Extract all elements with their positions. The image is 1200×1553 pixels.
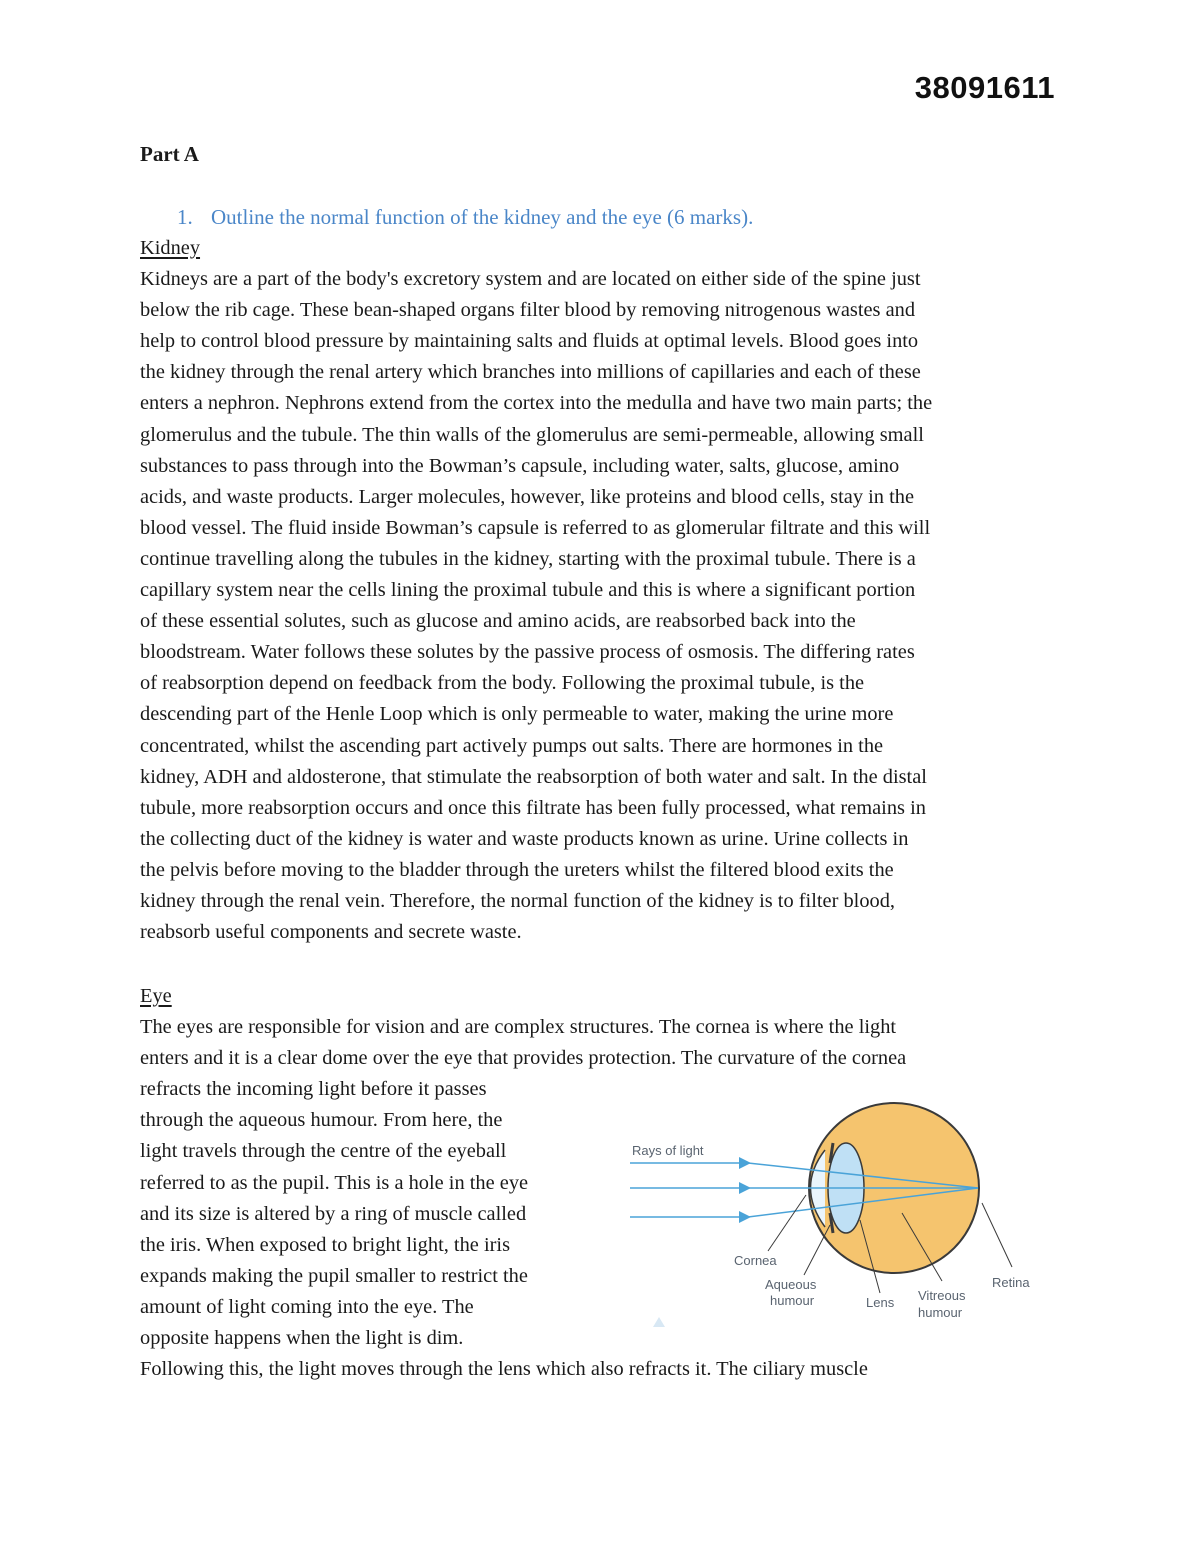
kidney-line: kidney, ADH and aldosterone, that stimulate the reabsorption of both water and salt. In the distal <box>140 765 927 788</box>
question-1 <box>177 205 753 230</box>
lens-label: Lens <box>866 1295 895 1310</box>
retina-leader <box>982 1203 1012 1267</box>
kidney-line: blood vessel. The fluid inside Bowman’s capsule is referred to as glomerular filtrate and this will <box>140 516 931 539</box>
eye-heading: Eye <box>140 985 172 1007</box>
eye-line: referred to as the pupil. This is a hole in the eye <box>140 1171 529 1194</box>
eye-line: the iris. When exposed to bright light, the iris <box>140 1233 510 1256</box>
kidney-line: concentrated, whilst the ascending part actively pumps out salts. There are hormones in the <box>140 734 884 757</box>
question-text: Outline the normal function of the kidney and the eye (6 marks). <box>211 205 754 229</box>
aqueous-label: humour <box>770 1293 815 1308</box>
eye-line: through the aqueous humour. From here, the <box>140 1109 503 1132</box>
kidney-line: the pelvis before moving to the bladder through the ureters whilst the filtered blood exits the <box>140 858 894 881</box>
eye-line: The eyes are responsible for vision and are complex structures. The cornea is where the light <box>140 1016 897 1039</box>
eye-diagram <box>620 1095 1040 1335</box>
kidney-line: enters a nephron. Nephrons extend from the cortex into the medulla and have two main parts; the <box>140 392 933 415</box>
kidney-line: tubule, more reabsorption occurs and once this filtrate has been fully processed, what remains in <box>140 796 926 819</box>
kidney-line: of reabsorption depend on feedback from the body. Following the proximal tubule, is the <box>140 672 865 695</box>
kidney-line: kidney through the renal vein. Therefore, the normal function of the kidney is to filter blood, <box>140 889 896 912</box>
triangle-icon <box>653 1317 665 1327</box>
kidney-line: bloodstream. Water follows these solutes by the passive process of osmosis. The differing rates <box>140 641 915 664</box>
kidney-section <box>140 233 1065 948</box>
kidney-heading: Kidney <box>140 237 201 259</box>
eye-line: and its size is altered by a ring of muscle called <box>140 1202 527 1225</box>
kidney-line: acids, and waste products. Larger molecules, however, like proteins and blood cells, stay in the <box>140 485 914 508</box>
kidney-line: substances to pass through into the Bowman’s capsule, including water, salts, glucose, amino <box>140 454 900 477</box>
kidney-line: of these essential solutes, such as glucose and amino acids, are reabsorbed back into the <box>140 610 856 633</box>
kidney-line: the kidney through the renal artery which branches into millions of capillaries and each of these <box>140 361 921 384</box>
question-number: 1. <box>177 205 193 229</box>
aqueous-label: Aqueous <box>765 1277 817 1292</box>
aqueous-leader <box>804 1225 830 1275</box>
kidney-line: the collecting duct of the kidney is water and waste products known as urine. Urine collects in <box>140 827 909 850</box>
eye-line: amount of light coming into the eye. The <box>140 1295 474 1318</box>
eye-line: enters and it is a clear dome over the eye that provides protection. The curvature of the cornea <box>140 1047 907 1070</box>
kidney-line: capillary system near the cells lining the proximal tubule and this is where a significant portion <box>140 579 916 602</box>
kidney-line: help to control blood pressure by maintaining salts and fluids at optimal levels. Blood goes into <box>140 330 919 353</box>
vitreous-label: Vitreous <box>918 1288 966 1303</box>
kidney-line: descending part of the Henle Loop which is only permeable to water, making the urine more <box>140 703 894 726</box>
eye-line: opposite happens when the light is dim. <box>140 1327 464 1350</box>
eye-line: refracts the incoming light before it passes <box>140 1078 487 1101</box>
rays-label: Rays of light <box>632 1143 704 1158</box>
eye-line: Following this, the light moves through the lens which also refracts it. The ciliary muscle <box>140 1358 868 1381</box>
kidney-line: continue travelling along the tubules in the kidney, starting with the proximal tubule. There is a <box>140 547 916 570</box>
part-heading: Part A <box>140 142 199 166</box>
kidney-line: reabsorb useful components and secrete waste. <box>140 921 522 944</box>
kidney-line: below the rib cage. These bean-shaped organs filter blood by removing nitrogenous wastes and <box>140 299 916 322</box>
eye-line: light travels through the centre of the eyeball <box>140 1140 507 1163</box>
cornea-label: Cornea <box>734 1253 777 1268</box>
student-id: 38091611 <box>914 70 1055 105</box>
retina-label: Retina <box>992 1275 1030 1290</box>
cornea-leader <box>768 1195 806 1251</box>
eye-line: expands making the pupil smaller to restrict the <box>140 1264 528 1287</box>
kidney-line: glomerulus and the tubule. The thin walls of the glomerulus are semi-permeable, allowing small <box>140 423 924 446</box>
vitreous-label: humour <box>918 1305 963 1320</box>
kidney-line: Kidneys are a part of the body's excretory system and are located on either side of the spine just <box>140 268 921 291</box>
